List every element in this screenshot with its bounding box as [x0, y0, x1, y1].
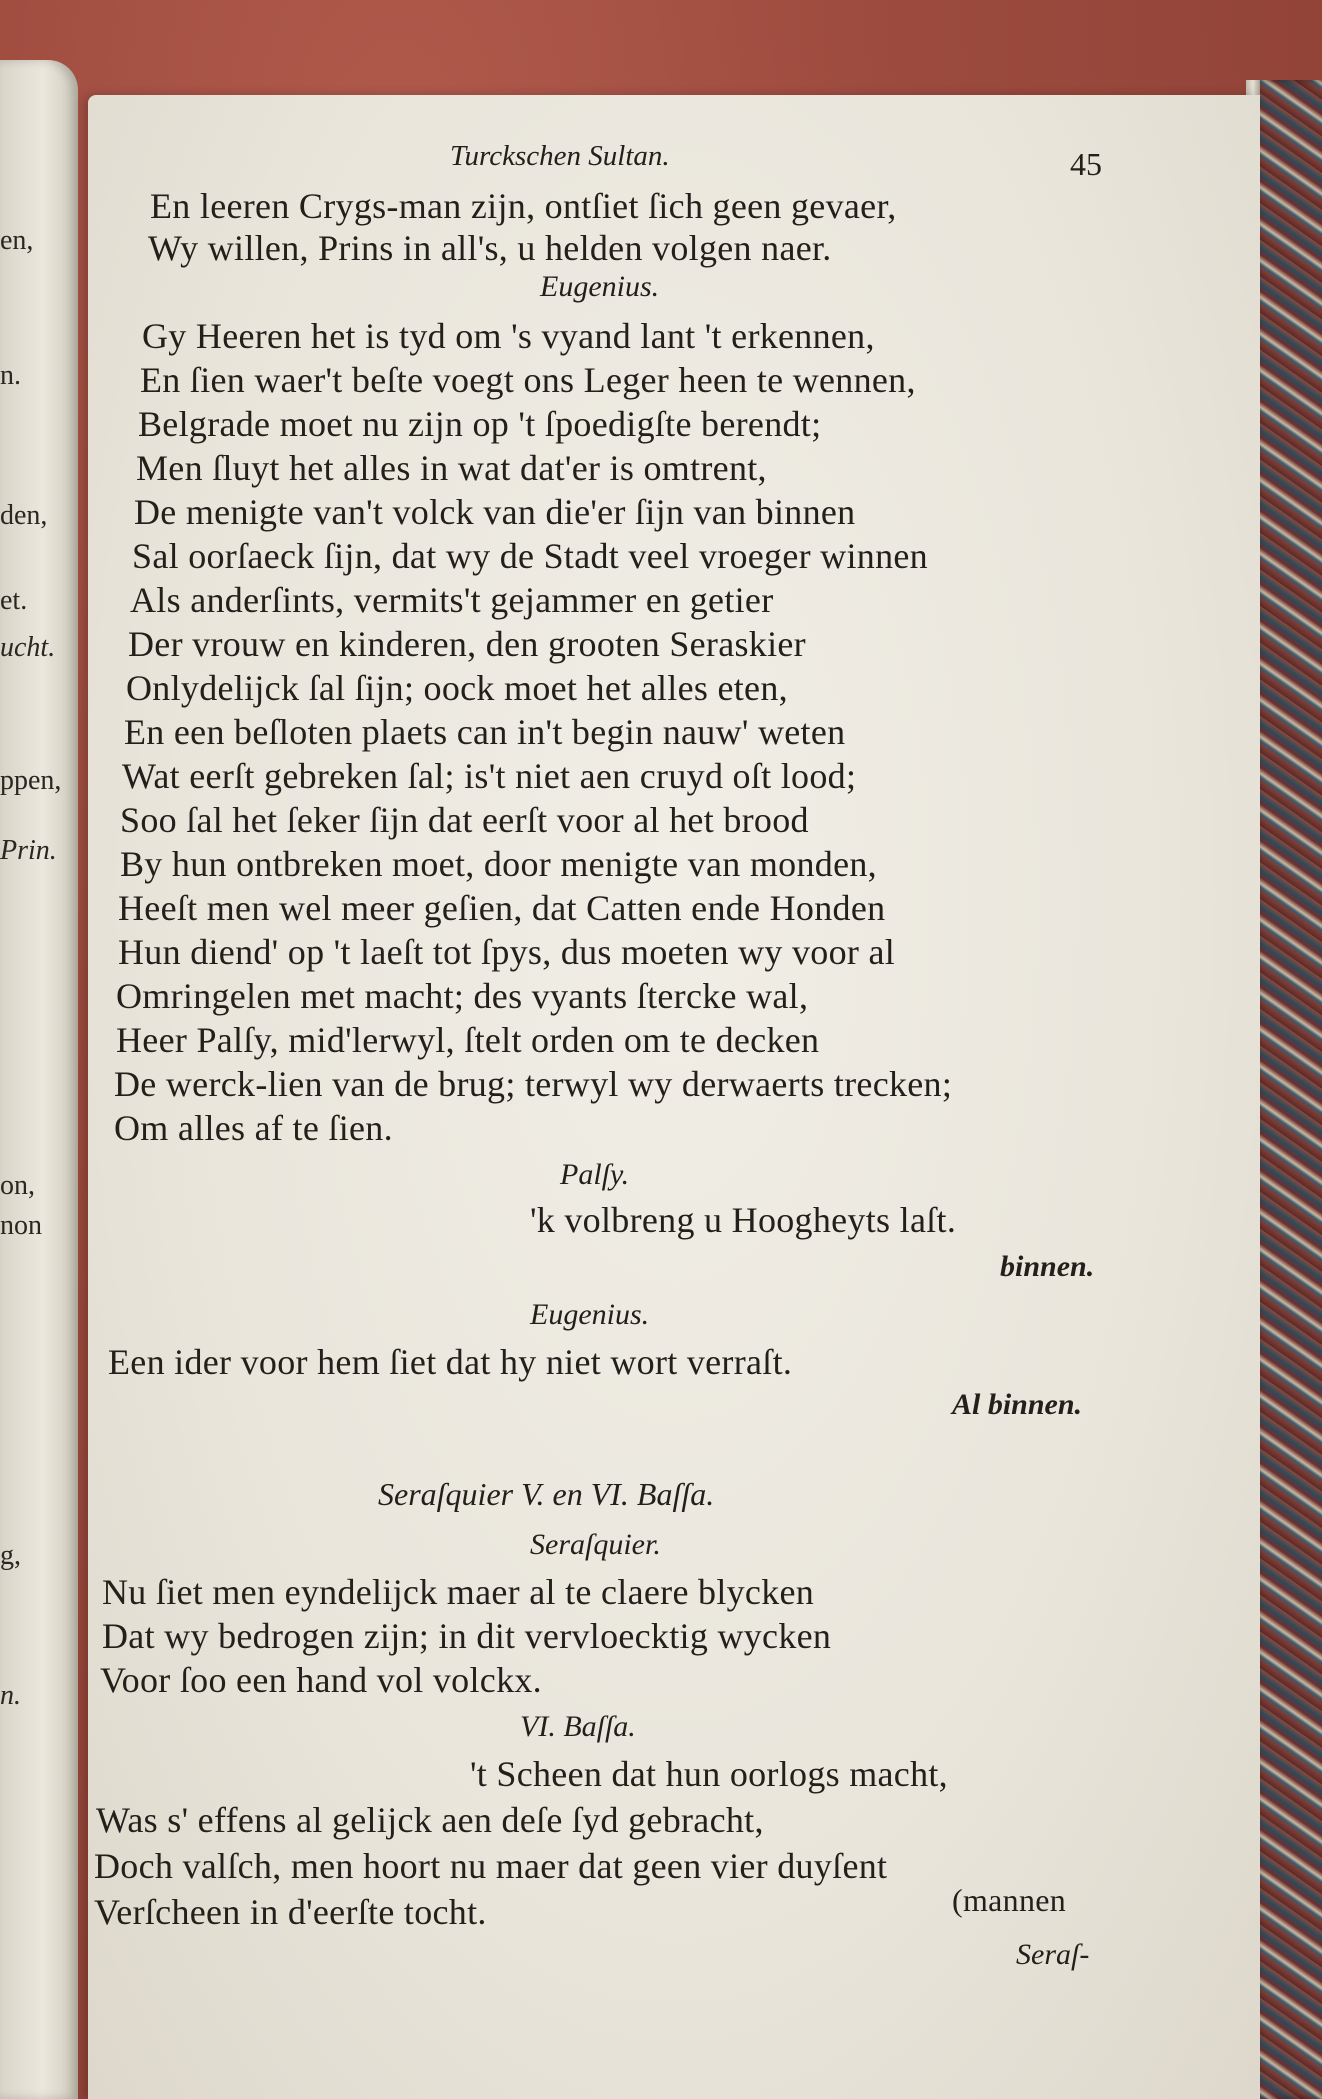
left-page-fragment: ucht.: [0, 632, 56, 663]
left-page-fragment: on,: [0, 1170, 35, 1201]
verse-line: De werck-lien van de brug; terwyl wy derwaerts trecken;: [114, 1064, 953, 1104]
left-page-fragment: n.: [0, 360, 21, 391]
left-page-fragment: en,: [0, 225, 34, 256]
left-page-fragment: g,: [0, 1540, 21, 1571]
turnover-word: (mannen: [952, 1882, 1067, 1918]
verse-line: Der vrouw en kinderen, den grooten Seraskier: [128, 624, 806, 664]
verse-line: Men ſluyt het alles in wat dat'er is omtrent,: [136, 448, 767, 488]
verse-line: Was s' effens al gelijck aen deſe ſyd gebracht,: [96, 1800, 764, 1840]
left-page-fragment: den,: [0, 500, 48, 531]
speaker-name: Eugenius.: [540, 270, 660, 303]
verse-line: Onlydelijck ſal ſijn; oock moet het alles eten,: [126, 668, 788, 708]
verse-line: En ſien waer't beſte voegt ons Leger heen te wennen,: [140, 360, 916, 400]
verse-line: 't Scheen dat hun oorlogs macht,: [470, 1754, 948, 1794]
left-page-fragment: n.: [0, 1680, 21, 1711]
verse-line: 'k volbreng u Hoogheyts laſt.: [530, 1200, 957, 1240]
verse-line: Hun diend' op 't laeſt tot ſpys, dus moeten wy voor al: [118, 932, 896, 972]
speaker-name: Eugenius.: [530, 1298, 650, 1331]
stage-direction: binnen.: [1000, 1250, 1095, 1283]
verse-line: Nu ſiet men eyndelijck maer al te claere blycken: [102, 1572, 815, 1612]
verse-line: En een beſloten plaets can in't begin nauw' weten: [124, 712, 846, 752]
left-page-fragment: et.: [0, 585, 28, 616]
verse-line: Soo ſal het ſeker ſijn dat eerſt voor al het brood: [120, 800, 809, 840]
page-number: 45: [1070, 146, 1102, 182]
stage-direction: Al binnen.: [952, 1388, 1083, 1421]
left-page-fragment: Prin.: [0, 835, 57, 866]
verse-line: Verſcheen in d'eerſte tocht.: [94, 1892, 487, 1932]
left-page-fragment: ppen,: [0, 765, 62, 796]
verse-line: Wat eerſt gebreken ſal; is't niet aen cruyd oſt lood;: [122, 756, 857, 796]
verse-line: Doch valſch, men hoort nu maer dat geen vier duyſent: [94, 1846, 888, 1886]
facing-page: [0, 60, 78, 2099]
speaker-name: Seraſquier.: [530, 1528, 661, 1561]
speaker-name: VI. Baſſa.: [520, 1710, 636, 1743]
verse-line: Belgrade moet nu zijn op 't ſpoedigſte berendt;: [138, 404, 822, 444]
verse-line: Sal oorſaeck ſijn, dat wy de Stadt veel vroeger winnen: [132, 536, 928, 576]
verse-line: De menigte van't volck van die'er ſijn van binnen: [134, 492, 856, 532]
verse-line: Wy willen, Prins in all's, u helden volgen naer.: [148, 228, 832, 268]
verse-line: Heer Palſy, mid'lerwyl, ſtelt orden om te decken: [116, 1020, 820, 1060]
verse-line: Als anderſints, vermits't gejammer en getier: [130, 580, 774, 620]
verse-line: Een ider voor hem ſiet dat hy niet wort verraſt.: [108, 1342, 793, 1382]
verse-line: Gy Heeren het is tyd om 's vyand lant 't erkennen,: [142, 316, 875, 356]
verse-line: By hun ontbreken moet, door menigte van monden,: [120, 844, 877, 884]
verse-line: Voor ſoo een hand vol volckx.: [100, 1660, 542, 1700]
scene-heading: Seraſquier V. en VI. Baſſa.: [378, 1476, 715, 1512]
verse-line: Heeſt men wel meer geſien, dat Catten ende Honden: [118, 888, 886, 928]
verse-line: En leeren Crygs-man zijn, ontſiet ſich geen gevaer,: [150, 186, 897, 226]
running-head: Turckschen Sultan.: [450, 140, 670, 172]
catchword: Seraſ-: [1016, 1938, 1090, 1971]
verse-line: Omringelen met macht; des vyants ſtercke wal,: [116, 976, 809, 1016]
speaker-name: Palſy.: [560, 1158, 630, 1191]
verse-line: Om alles af te ſien.: [114, 1108, 393, 1148]
left-page-fragment: non: [0, 1210, 42, 1241]
verse-line: Dat wy bedrogen zijn; in dit vervloecktig wycken: [102, 1616, 832, 1656]
